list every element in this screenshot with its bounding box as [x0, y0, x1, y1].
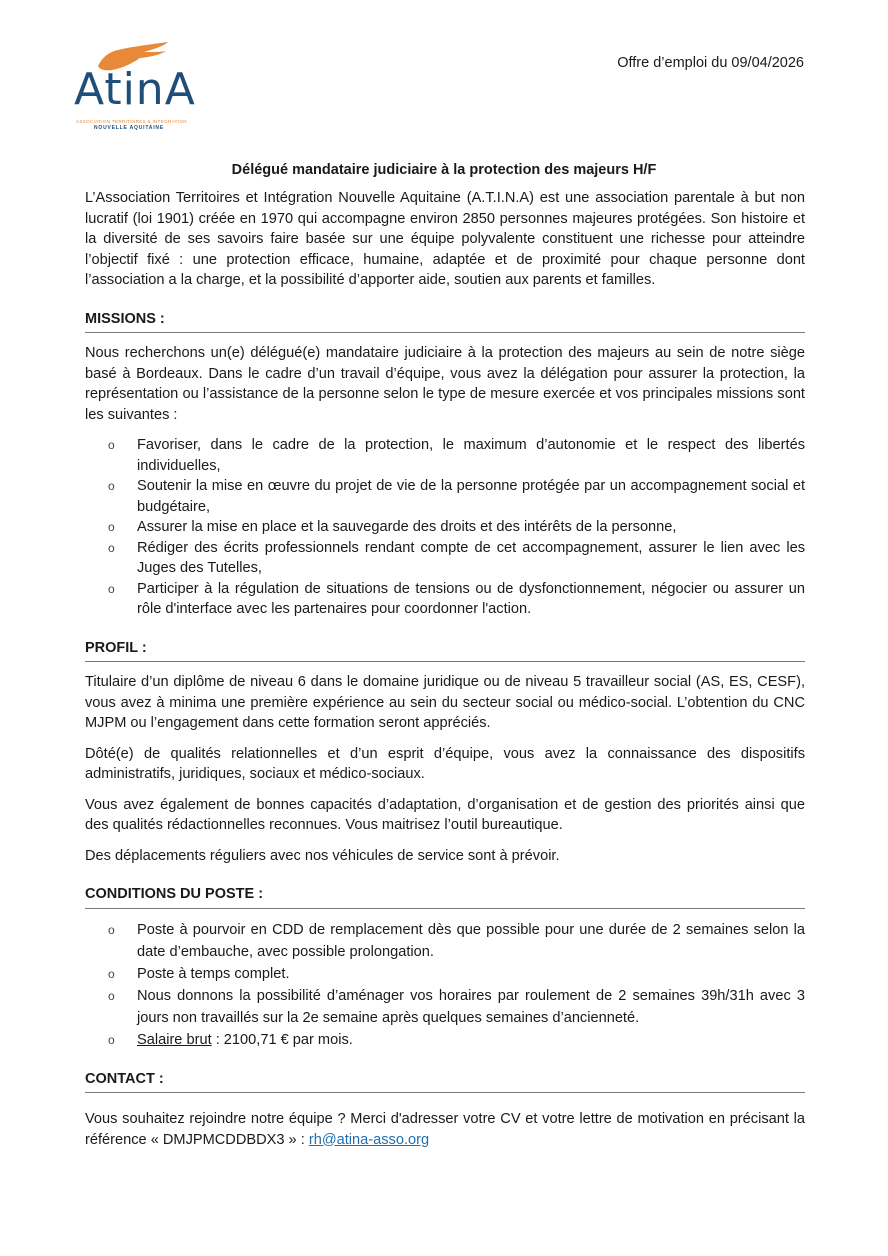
list-item: o Poste à pourvoir en CDD de remplacement dès que possible pour une durée de 2 semaines selon la date d’embauche, avec possible prolongation. [137, 919, 805, 963]
list-item: o Participer à la régulation de situations de tensions ou de dysfonctionnement, négocier ou assurer un rôle d'interface avec les partenaires pour coordonner l'action. [108, 580, 805, 617]
list-item: o Rédiger des écrits professionnels rendant compte de cet accompagnement, assurer le lien avec les Juges des Tutelles, [108, 539, 805, 576]
bullet-icon: o [108, 581, 115, 596]
document-body [85, 188, 805, 1160]
contact-paragraph [85, 1109, 805, 1150]
contact-text: Vous souhaitez rejoindre notre équipe ? Merci d'adresser votre CV et votre lettre de motivation en précisant la référence « DMJPMCDDBDX3 » : [85, 1111, 805, 1148]
list-item: o Nous donnons la possibilité d’aménager vos horaires par roulement de 2 semaines 39h/31h avec 3 jours non travaillés sur la 2e semaine après quelques semaines d’ancienneté. [137, 985, 805, 1029]
missions-list [85, 435, 805, 620]
bullet-icon: o [108, 540, 115, 555]
list-item: o Soutenir la mise en œuvre du projet de vie de la personne protégée par un accompagnement social et budgétaire, [108, 478, 805, 515]
conditions-list [85, 919, 805, 1051]
bullet-icon: o [108, 988, 115, 1003]
atina-logo [72, 40, 197, 135]
intro-paragraph: L’Association Territoires et Intégration Nouvelle Aquitaine (A.T.I.N.A) est une association parentale à but non lucratif (loi 1901) créée en 1970 qui accompagne environ 2850 personnes majeures protégées. Son histoire et la diversité de ses savoirs faire basée sur une équipe polyvalente constituent une richesse pour atteindre l’objectif fixé : une protection efficace, humaine, adaptée et de proximité pour chaque personne dont l’association a la charge, et la possibilité d’apporter aide, soutien aux parents et familles. [85, 190, 805, 288]
profil-paragraph: Des déplacements réguliers avec nos véhicules de service sont à prévoir. [85, 847, 560, 864]
missions-text: Nous recherchons un(e) délégué(e) mandataire judiciaire à la protection des majeurs au sein de notre siège basé à Bordeaux. Dans le cadre d’un travail d’équipe, vous avez la délégation pour assurer la protection, la représentation ou l’assistance de la personne selon le type de mesure exercée et vos principales missions sont les suivantes : [85, 345, 805, 423]
email-link[interactable]: rh@atina-asso.org [308, 1131, 430, 1148]
bullet-icon: o [108, 520, 115, 534]
salary-value: : 2100,71 € par mois. [211, 1031, 353, 1048]
conditions-heading: CONDITIONS DU POSTE : [85, 884, 805, 909]
bullet-icon: o [108, 922, 115, 937]
list-item: o Assurer la mise en place et la sauvegarde des droits et des intérêts de la personne, [137, 517, 805, 538]
salary-label: Salaire brut [137, 1031, 212, 1048]
list-item: o Favoriser, dans le cadre de la protection, le maximum d’autonomie et le respect des libertés individuelles, [108, 437, 805, 474]
bullet-icon: o [108, 479, 115, 493]
logo-subtitle-line1: ASSOCIATION TERRITOIRES & INTÉGRATION [76, 119, 187, 124]
profil-paragraph: Dôté(e) de qualités relationnelles et d’un esprit d’équipe, vous avez la connaissance des dispositifs administratifs, juridiques, sociaux et médico-sociaux. [85, 745, 805, 782]
logo-wordmark: AtinA [74, 64, 196, 115]
contact-heading: CONTACT : [85, 1069, 805, 1094]
bullet-icon: o [108, 966, 115, 981]
offer-date: Offre d’emploi du 09/04/2026 [617, 55, 804, 71]
job-title: Délégué mandataire judiciaire à la protection des majeurs H/F [231, 162, 657, 178]
profil-paragraph: Vous avez également de bonnes capacités d’adaptation, d’organisation et de gestion des priorités ainsi que des qualités rédactionnelles reconnues. Vous maitrisez l’outil bureautique. [85, 796, 805, 833]
missions-heading: MISSIONS : [85, 309, 805, 334]
bullet-icon: o [108, 1032, 115, 1047]
profil-heading: PROFIL : [85, 638, 805, 663]
bullet-icon: o [108, 438, 115, 452]
profil-paragraph: Titulaire d’un diplôme de niveau 6 dans le domaine juridique ou de niveau 5 travailleur social (AS, ES, CESF), vous avez à minima une première expérience au sein du secteur social ou médico-social. L’obtention du CNC MJPM ou l’engagement dans cette formation seront appréciés. [85, 674, 805, 731]
list-item [108, 1029, 805, 1051]
list-item: o Poste à temps complet. [137, 963, 805, 985]
logo-subtitle-line2: NOUVELLE AQUITAINE [94, 125, 164, 131]
